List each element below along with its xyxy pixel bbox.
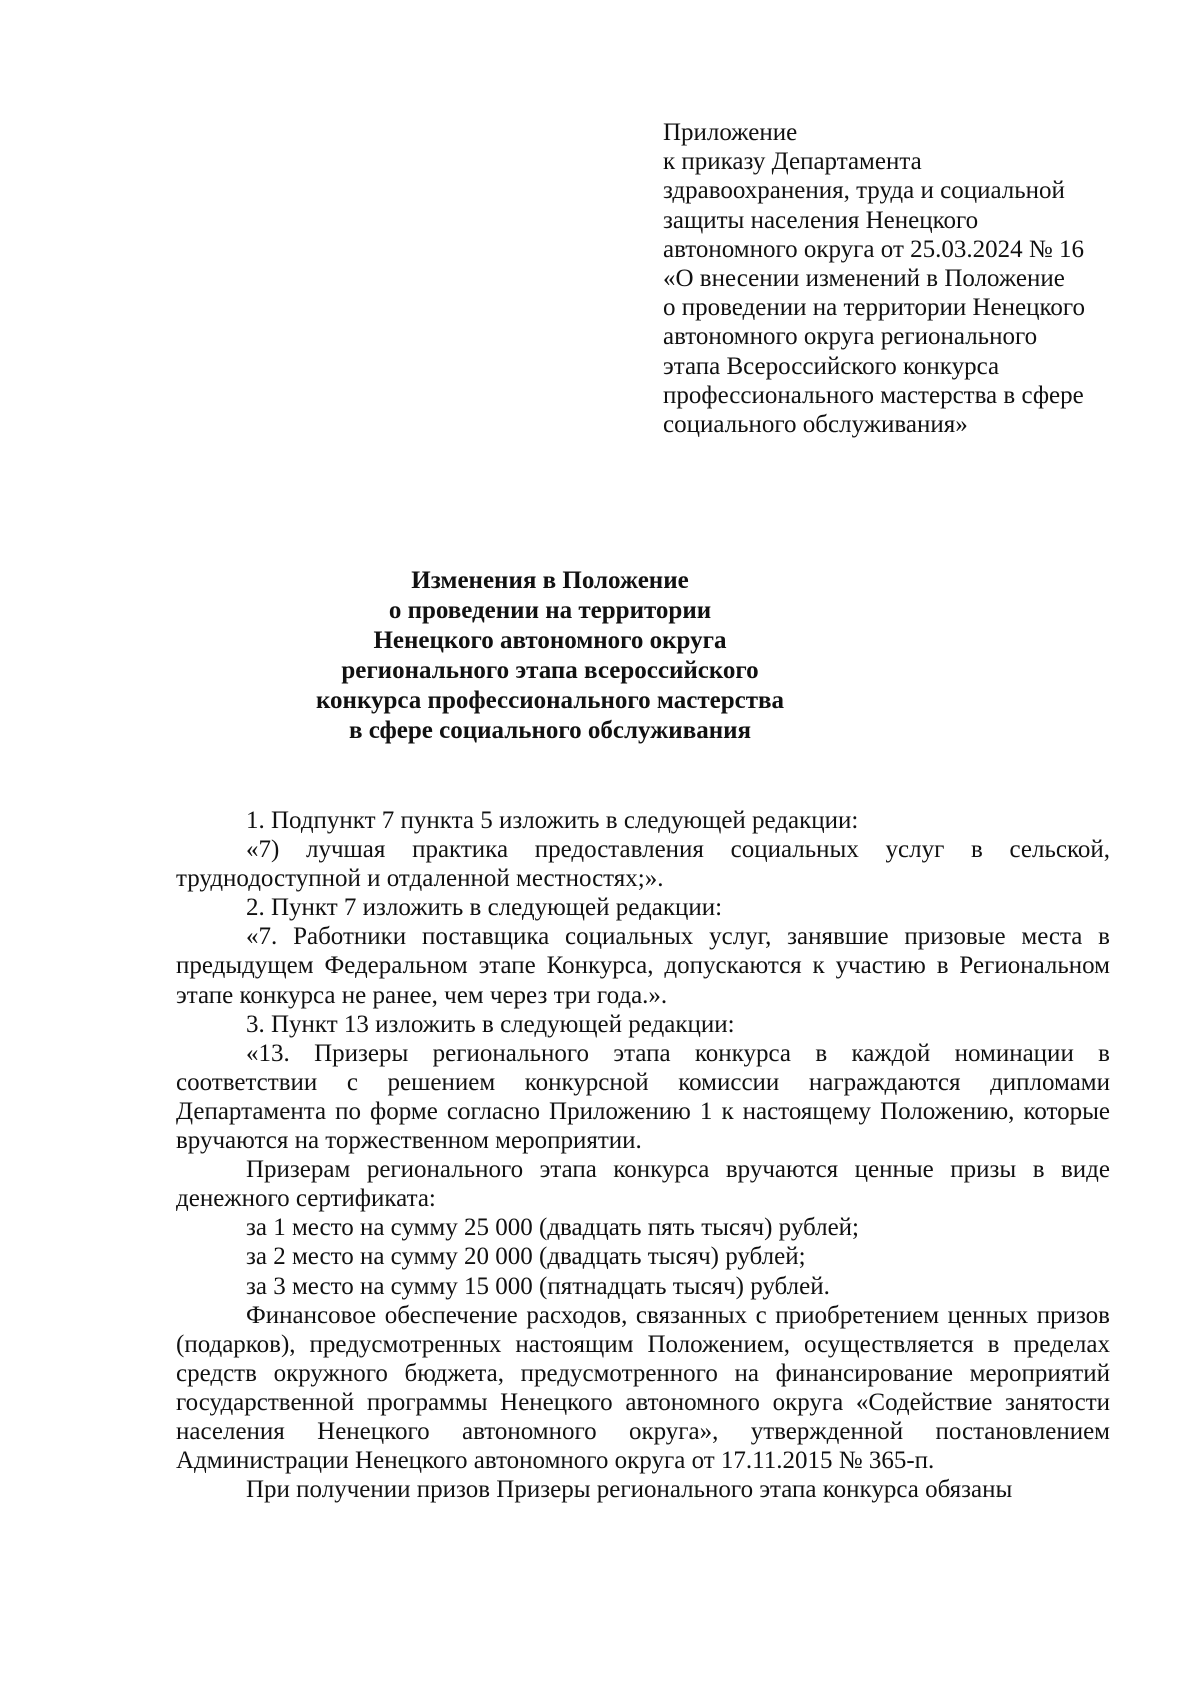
- appendix-line: автономного округа от 25.03.2024 № 16: [663, 235, 1084, 263]
- body-paragraph: «7. Работники поставщика социальных услуг, занявшие призовые места в предыдущем Федеральном этапе Конкурса, допускаются к участию в Региональном этапе конкурса не ранее, чем через три года.».: [176, 923, 1110, 1009]
- body-paragraph: Призерам регионального этапа конкурса вручаются ценные призы в виде денежного сертификата:: [176, 1156, 1110, 1213]
- appendix-line: Приложение: [663, 119, 798, 146]
- appendix-line: профессионального мастерства в сфере: [663, 381, 1084, 409]
- body-paragraph: Финансовое обеспечение расходов, связанных с приобретением ценных призов (подарков), предусмотренных настоящим Положением, осуществляется в пределах средств окружного бюджета, предусмотренного на финансирование мероприятий государственной программы Ненецкого автономного округа «Содействие занятости населения Ненецкого автономного округа», утвержденной постановлением Администрации Ненецкого автономного округа от 17.11.2015 № 365-п.: [176, 1301, 1110, 1475]
- body-paragraph: за 3 место на сумму 15 000 (пятнадцать тысяч) рублей.: [246, 1272, 830, 1300]
- title-line: о проведении на территории: [388, 597, 712, 624]
- body-paragraph: 2. Пункт 7 изложить в следующей редакции:: [246, 894, 723, 922]
- appendix-line: социального обслуживания»: [663, 411, 968, 439]
- appendix-line: «О внесении изменений в Положение: [663, 265, 1065, 293]
- body-paragraph: за 1 место на сумму 25 000 (двадцать пять тысяч) рублей;: [246, 1214, 860, 1242]
- title-line: Изменения в Положение: [411, 567, 689, 594]
- title-line: регионального этапа всероссийского: [341, 657, 759, 684]
- body-paragraph: за 2 место на сумму 20 000 (двадцать тысяч) рублей;: [246, 1243, 806, 1271]
- body-paragraph: «7) лучшая практика предоставления социальных услуг в сельской, труднодоступной и отдаленной местностях;».: [176, 836, 1110, 893]
- title-line: Ненецкого автономного округа: [373, 627, 727, 654]
- appendix-line: защиты населения Ненецкого: [663, 206, 979, 234]
- body-paragraph: «13. Призеры регионального этапа конкурса в каждой номинации в соответствии с решением конкурсной комиссии награждаются дипломами Департамента по форме согласно Приложению 1 к настоящему Положению, которые вручаются на торжественном мероприятии.: [176, 1039, 1110, 1155]
- document-body: [176, 806, 1110, 1504]
- title-line: в сфере социального обслуживания: [348, 717, 752, 744]
- appendix-header: [663, 118, 1143, 439]
- appendix-line: о проведении на территории Ненецкого: [663, 294, 1085, 322]
- appendix-line: к приказу Департамента: [663, 148, 922, 176]
- document-title: [200, 566, 900, 746]
- body-paragraph: 1. Подпункт 7 пункта 5 изложить в следующей редакции:: [246, 807, 859, 834]
- appendix-line: здравоохранения, труда и социальной: [663, 177, 1065, 205]
- appendix-line: этапа Всероссийского конкурса: [663, 352, 1000, 380]
- body-paragraph: При получении призов Призеры регионального этапа конкурса обязаны: [246, 1476, 1013, 1504]
- body-paragraph: 3. Пункт 13 изложить в следующей редакции:: [246, 1010, 735, 1038]
- appendix-line: автономного округа регионального: [663, 323, 1038, 351]
- title-line: конкурса профессионального мастерства: [315, 687, 785, 714]
